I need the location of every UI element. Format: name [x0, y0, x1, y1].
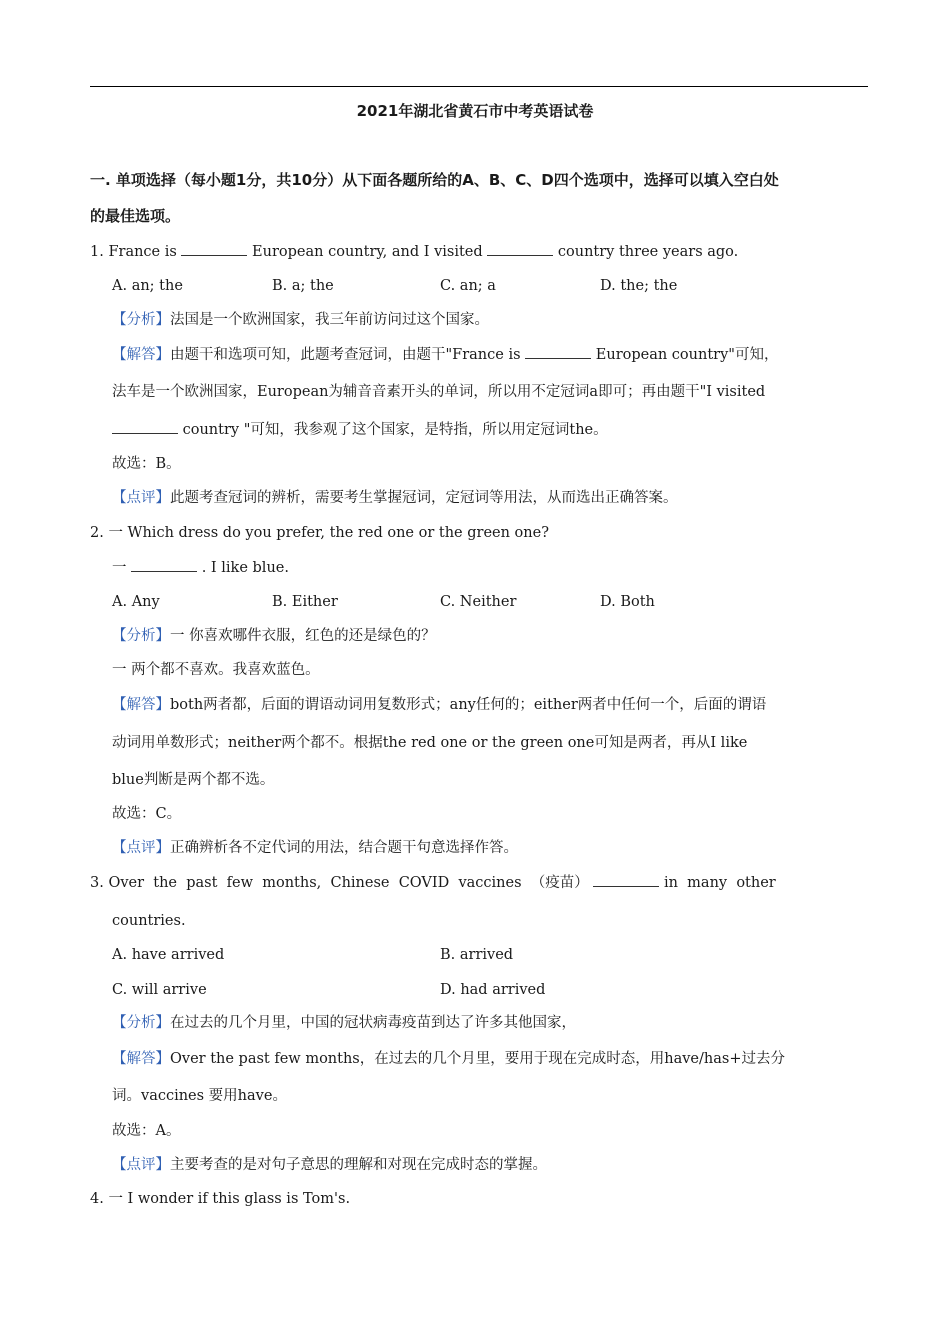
option-c: C. Neither	[440, 594, 517, 610]
question-number: 4.	[90, 1191, 104, 1207]
question-number: 2.	[90, 525, 104, 541]
answer-tag: 【解答】	[112, 697, 170, 713]
review-block: 【点评】主要考查的是对句子意思的理解和对现在完成时态的掌握。	[112, 1157, 547, 1173]
page-title: 2021年湖北省黄石市中考英语试卷	[356, 102, 594, 120]
answer-blank	[112, 420, 178, 434]
option-d: D. Both	[600, 594, 655, 610]
question-1: 1. France is European country, and I visited country three years ago.	[90, 244, 739, 260]
option-b: B. a; the	[272, 278, 334, 294]
answer-blank	[593, 873, 659, 887]
option-d: D. had arrived	[440, 982, 546, 998]
analysis-tag: 【分析】	[112, 628, 170, 644]
review-tag: 【点评】	[112, 840, 170, 856]
answer-block: 【解答】both两者都，后面的谓语动词用复数形式；any任何的；either两者中任何一个，后面的谓语	[112, 697, 767, 713]
review-tag: 【点评】	[112, 1157, 170, 1173]
answer-blank	[487, 242, 553, 256]
review-block: 【点评】正确辨析各不定代词的用法，结合题干句意选择作答。	[112, 840, 518, 856]
answer-block-cont: blue判断是两个都不选。	[112, 772, 275, 788]
answer-block-cont: country "可知，我参观了这个国家，是特指，所以用定冠词the。	[112, 420, 608, 440]
header-rule	[90, 86, 868, 87]
answer-block-cont: 动词用单数形式；neither两个都不。根据the red one or the green one可知是两者，再从I like	[112, 735, 748, 751]
option-a: A. have arrived	[112, 947, 225, 963]
option-b: B. arrived	[440, 947, 514, 963]
analysis-block-cont: 一 两个都不喜欢。我喜欢蓝色。	[112, 662, 320, 678]
choice-line: 故选：C。	[112, 806, 182, 822]
question-4: 4. 一 I wonder if this glass is Tom's.	[90, 1191, 351, 1207]
question-3-cont: countries.	[112, 913, 186, 929]
section-heading: 一. 单项选择（每小题1分，共10分）从下面各题所给的A、B、C、D四个选项中，选择可以填入空白处	[90, 171, 779, 189]
question-2: 2. 一 Which dress do you prefer, the red one or the green one?	[90, 525, 549, 541]
section-heading-cont: 的最佳选项。	[90, 207, 181, 225]
option-c: C. will arrive	[112, 982, 207, 998]
answer-blank	[525, 345, 591, 359]
analysis-block: 【分析】一 你喜欢哪件衣服，红色的还是绿色的？	[112, 628, 436, 644]
question-number: 3.	[90, 875, 104, 891]
question-3: 3. Over the past few months, Chinese COVID vaccines （疫苗） in many other	[90, 875, 776, 891]
option-a: A. Any	[112, 594, 160, 610]
answer-tag: 【解答】	[112, 347, 170, 363]
option-d: D. the; the	[600, 278, 678, 294]
review-block: 【点评】此题考查冠词的辨析，需要考生掌握冠词，定冠词等用法，从而选出正确答案。	[112, 490, 678, 506]
answer-block: 【解答】由题干和选项可知，此题考查冠词，由题干"France is European country"可知，	[112, 347, 779, 363]
answer-blank	[181, 242, 247, 256]
option-a: A. an; the	[112, 278, 183, 294]
analysis-tag: 【分析】	[112, 1015, 170, 1031]
question-number: 1.	[90, 244, 104, 260]
answer-block-cont: 法车是一个欧洲国家，European为辅音音素开头的单词，所以用不定冠词a即可；再由题干"I visited	[112, 384, 766, 400]
review-tag: 【点评】	[112, 490, 170, 506]
analysis-tag: 【分析】	[112, 312, 170, 328]
choice-line: 故选：A。	[112, 1123, 181, 1139]
question-2-reply: 一 . I like blue.	[112, 560, 289, 576]
answer-tag: 【解答】	[112, 1051, 170, 1067]
answer-block: 【解答】Over the past few months，在过去的几个月里，要用于现在完成时态，用have/has+过去分	[112, 1051, 785, 1067]
analysis-block: 【分析】法国是一个欧洲国家，我三年前访问过这个国家。	[112, 312, 489, 328]
analysis-block: 【分析】在过去的几个月里，中国的冠状病毒疫苗到达了许多其他国家，	[112, 1015, 576, 1031]
option-b: B. Either	[272, 594, 338, 610]
option-c: C. an; a	[440, 278, 496, 294]
answer-block-cont: 词。vaccines 要用have。	[112, 1088, 287, 1104]
choice-line: 故选：B。	[112, 456, 181, 472]
answer-blank	[131, 558, 197, 572]
